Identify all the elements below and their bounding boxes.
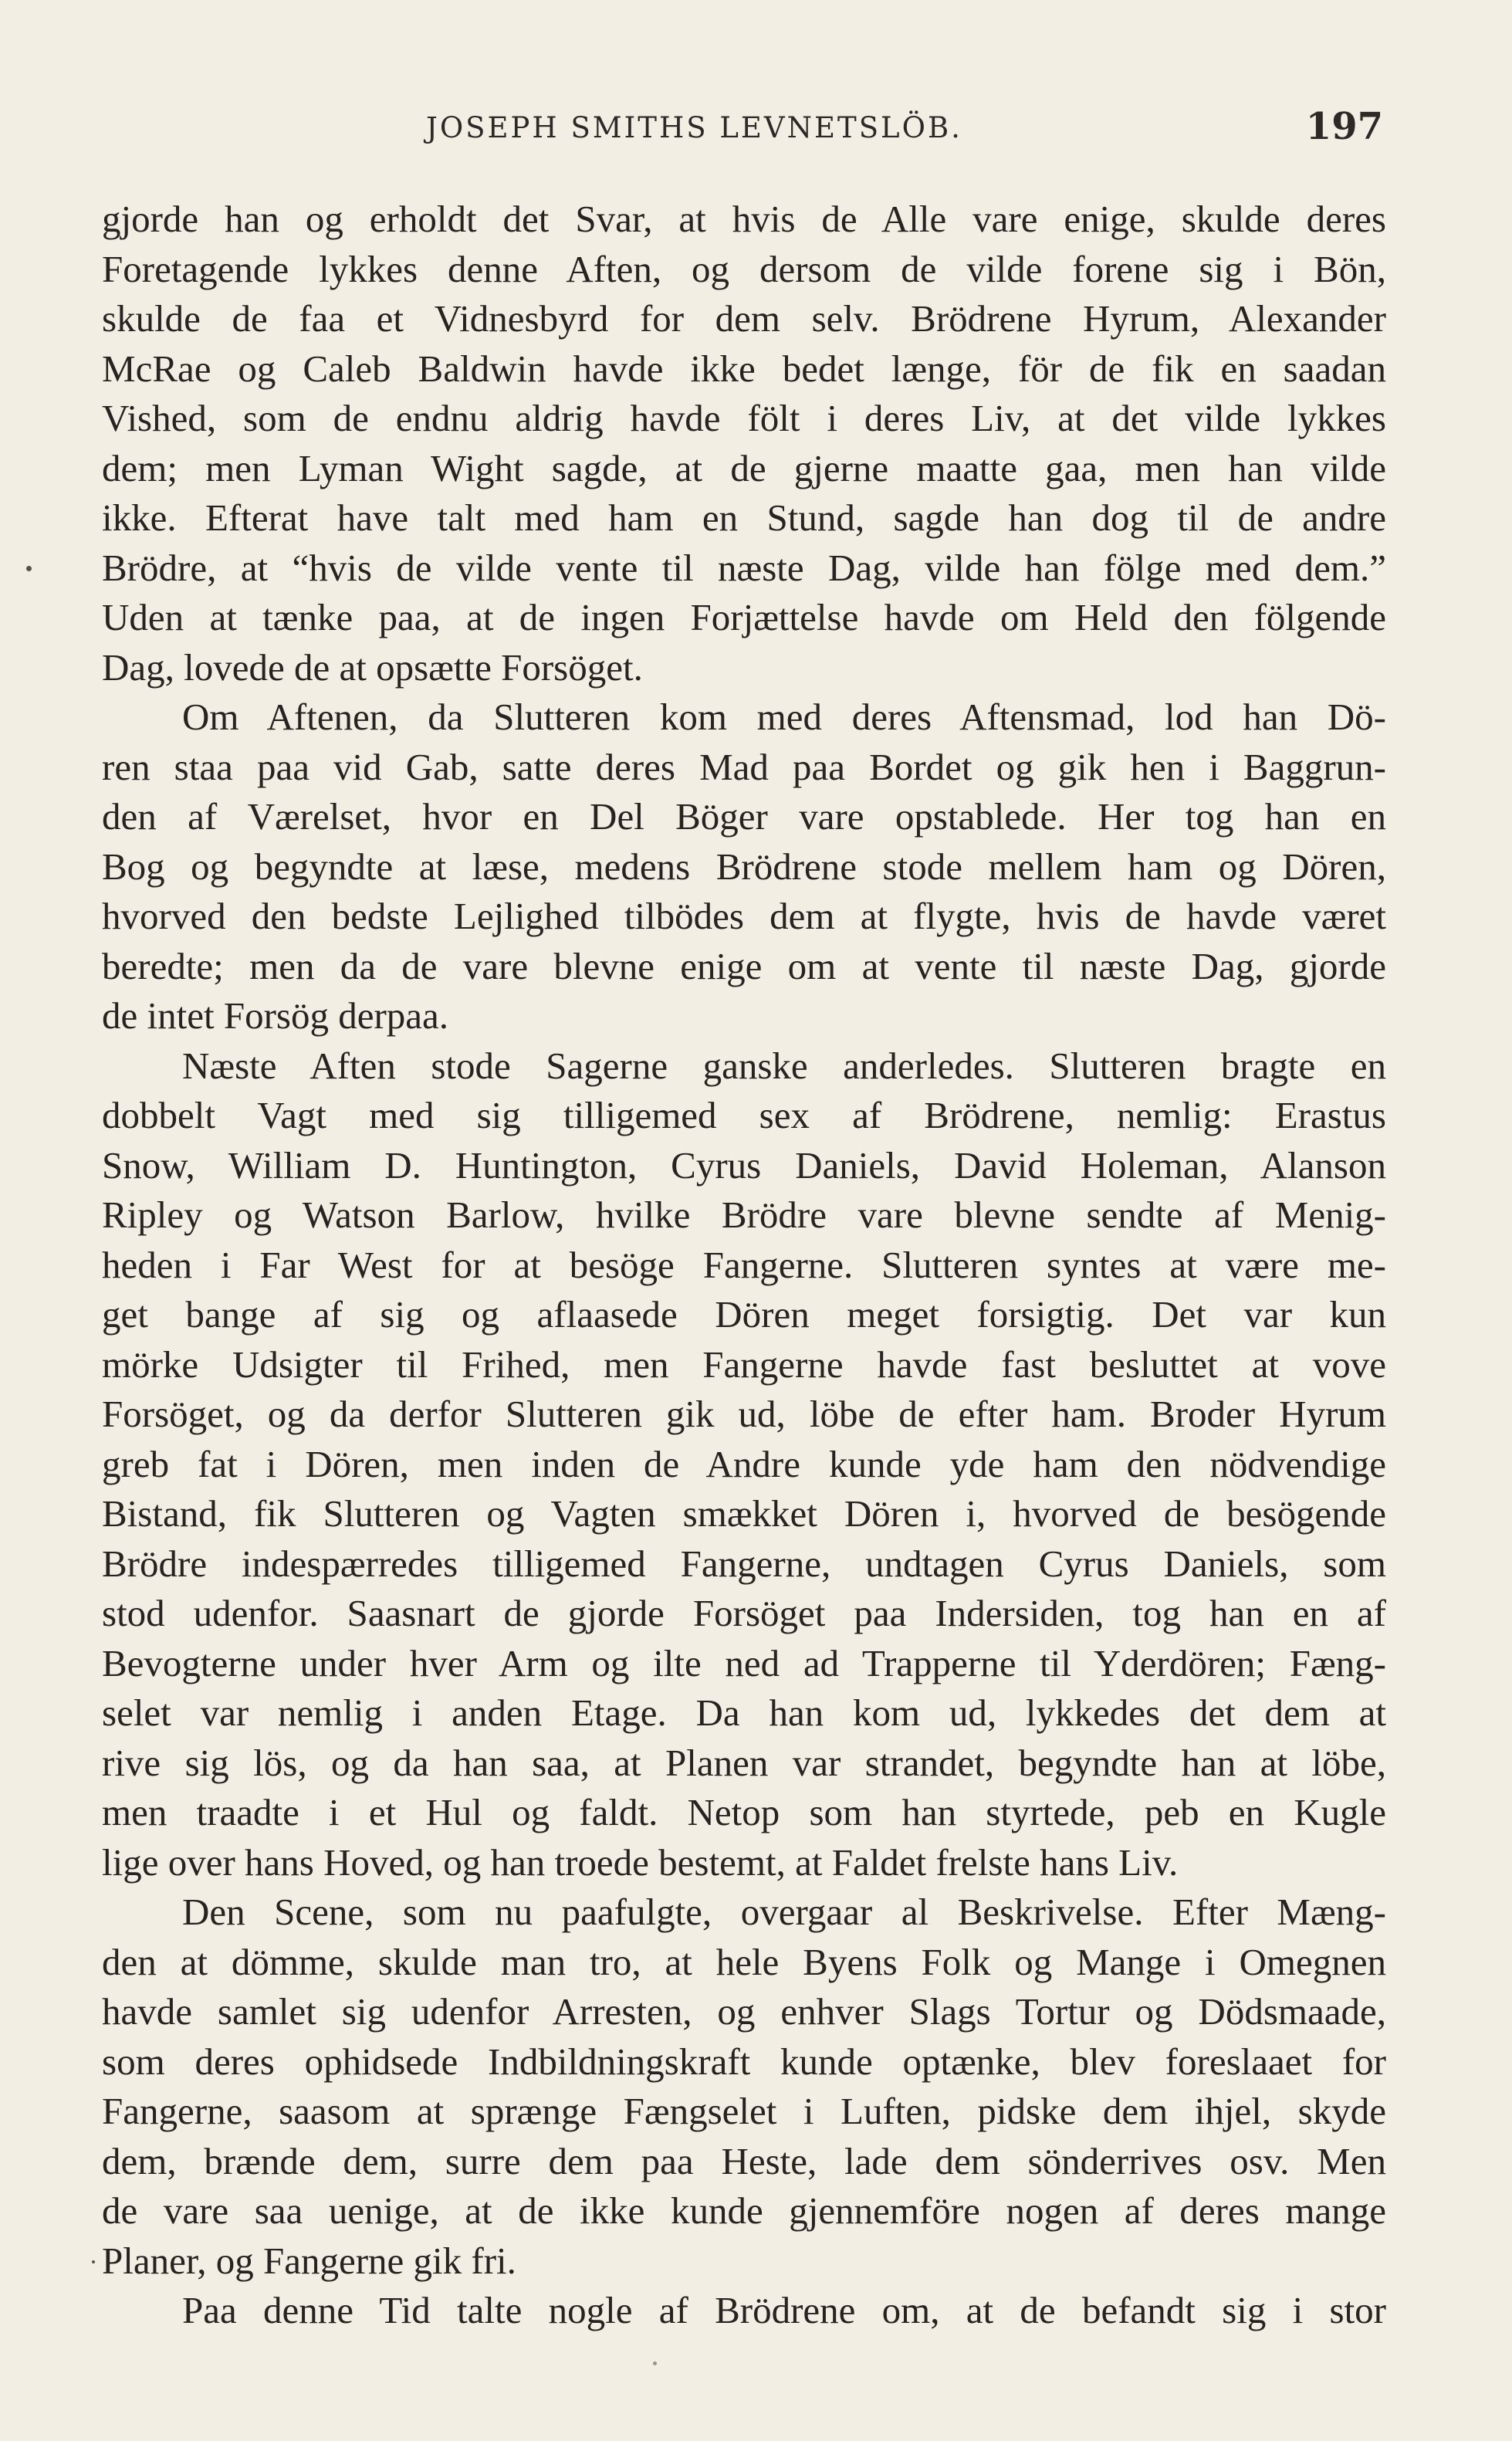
text-line: skulde de faa et Vidnesbyrd for dem selv. Brödrene Hyrum, Alexander [102, 297, 1386, 340]
text-line: dem; men Lyman Wight sagde, at de gjerne maatte gaa, men han vilde [102, 446, 1386, 489]
text-line: Næste Aften stode Sagerne ganske anderledes. Slutteren bragte en [182, 1044, 1386, 1087]
text-line: Forsöget, og da derfor Slutteren gik ud, löbe de efter ham. Broder Hyrum [102, 1393, 1386, 1435]
text-line: Vished, som de endnu aldrig havde fölt i deres Liv, at det vilde lykkes [102, 397, 1386, 439]
running-title: JOSEPH SMITHS LEVNETSLÖB. [426, 111, 962, 144]
text-line: Bistand, fik Slutteren og Vagten smækket Dören i, hvorved de besögende [102, 1492, 1386, 1535]
text-line: Planer, og Fangerne gik fri. [102, 2239, 516, 2282]
text-line: gjorde han og erholdt det Svar, at hvis de Alle vare enige, skulde deres [102, 198, 1386, 240]
page-number: 197 [1305, 105, 1383, 148]
text-line: Uden at tænke paa, at de ingen Forjættelse havde om Held den fölgende [102, 596, 1386, 638]
text-line: mörke Udsigter til Frihed, men Fangerne havde fast besluttet at vove [102, 1342, 1386, 1386]
text-line: get bange af sig og aflaasede Dören meget forsigtig. Det var kun [102, 1293, 1386, 1336]
paragraph [102, 1887, 1386, 2286]
text-line: den af Værelset, hvor en Del Böger vare opstablede. Her tog han en [102, 795, 1386, 838]
text-line: Brödre, at “hvis de vilde vente til næste Dag, vilde han fölge med dem.” [102, 546, 1386, 589]
text-line: Brödre indespærredes tilligemed Fangerne, undtagen Cyrus Daniels, som [102, 1542, 1386, 1585]
body-text [102, 195, 1386, 2336]
text-line: men traadte i et Hul og faldt. Netop som han styrtede, peb en Kugle [102, 1791, 1386, 1833]
margin-mark [92, 2260, 95, 2263]
margin-mark [653, 2361, 657, 2365]
text-line: beredte; men da de vare blevne enige om at vente til næste Dag, gjorde [102, 944, 1386, 987]
text-line: den at dömme, skulde man tro, at hele Byens Folk og Mange i Omegnen [102, 1940, 1386, 1983]
text-line: Ripley og Watson Barlow, hvilke Brödre vare blevne sendte af Menig- [102, 1193, 1386, 1236]
text-line: Foretagende lykkes denne Aften, og dersom de vilde forene sig i Bön, [102, 247, 1386, 290]
text-line: Snow, William D. Huntington, Cyrus Daniels, David Holeman, Alanson [102, 1143, 1386, 1187]
text-line: greb fat i Dören, men inden de Andre kunde yde ham den nödvendige [102, 1442, 1386, 1485]
text-line: de intet Forsög derpaa. [102, 994, 449, 1037]
text-line: havde samlet sig udenfor Arresten, og enhver Slags Tortur og Dödsmaade, [102, 1990, 1386, 2033]
text-line: dobbelt Vagt med sig tilligemed sex af Brödrene, nemlig: Erastus [102, 1094, 1386, 1136]
text-line: dem, brænde dem, surre dem paa Heste, lade dem sönderrives osv. Men [102, 2139, 1386, 2182]
text-line: Dag, lovede de at opsætte Forsöget. [102, 645, 643, 689]
running-head [102, 105, 1383, 154]
paragraph [102, 195, 1386, 692]
text-line: de vare saa uenige, at de ikke kunde gjennemföre nogen af deres mange [102, 2189, 1386, 2232]
text-line: hvorved den bedste Lejlighed tilbödes dem at flygte, hvis de havde været [102, 895, 1386, 937]
text-line: Om Aftenen, da Slutteren kom med deres Aftensmad, lod han Dö- [182, 696, 1386, 738]
paragraph [102, 1041, 1386, 1888]
text-line: McRae og Caleb Baldwin havde ikke bedet længe, för de fik en saadan [102, 347, 1386, 390]
paragraph [102, 2286, 1386, 2336]
text-line: selet var nemlig i anden Etage. Da han kom ud, lykkedes det dem at [102, 1691, 1386, 1734]
text-line: Bog og begyndte at læse, medens Brödrene stode mellem ham og Dören, [102, 845, 1386, 888]
text-line: stod udenfor. Saasnart de gjorde Forsöget paa Indersiden, tog han en af [102, 1592, 1386, 1634]
text-line: heden i Far West for at besöge Fangerne. Slutteren syntes at være me- [102, 1243, 1386, 1286]
text-line: ren staa paa vid Gab, satte deres Mad paa Bordet og gik hen i Baggrun- [102, 745, 1386, 788]
text-line: som deres ophidsede Indbildningskraft kunde optænke, blev foreslaaet for [102, 2040, 1386, 2083]
text-line: Den Scene, som nu paafulgte, overgaar al Beskrivelse. Efter Mæng- [182, 1891, 1386, 1933]
text-line: Fangerne, saasom at sprænge Fængselet i Luften, pidske dem ihjel, skyde [102, 2090, 1386, 2132]
paragraph [102, 692, 1386, 1041]
text-line: rive sig lös, og da han saa, at Planen var strandet, begyndte han at löbe, [102, 1741, 1386, 1784]
text-line: ikke. Efterat have talt med ham en Stund, sagde han dog til de andre [102, 496, 1386, 539]
text-line: Bevogterne under hver Arm og ilte ned ad Trapperne til Yderdören; Fæng- [102, 1641, 1386, 1684]
text-line: lige over hans Hoved, og han troede bestemt, at Faldet frelste hans Liv. [102, 1840, 1179, 1884]
margin-mark [26, 566, 32, 571]
text-line: Paa denne Tid talte nogle af Brödrene om, at de befandt sig i stor [182, 2289, 1386, 2331]
